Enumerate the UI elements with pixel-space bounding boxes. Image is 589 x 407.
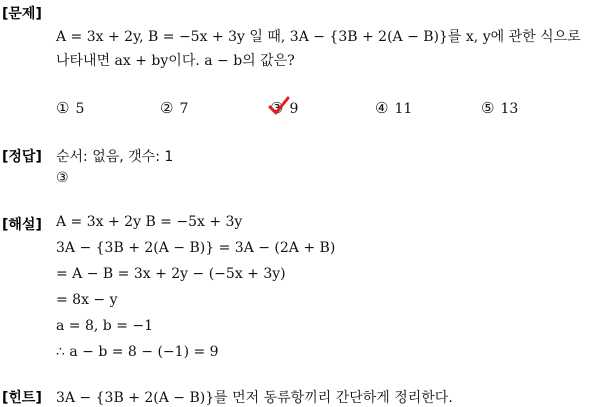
choice-1-value: 5: [75, 101, 85, 117]
solution-label: [해설]: [2, 217, 42, 233]
answer-line-1: 순서: 없음, 갯수: 1: [56, 149, 174, 165]
choice-4[interactable]: [375, 99, 412, 117]
solution-line-1: A = 3x + 2y B = −5x + 3y: [56, 214, 243, 230]
choice-2[interactable]: [160, 99, 188, 117]
solution-line-2: 3A − {3B + 2(A − B)} = 3A − (2A + B): [56, 240, 336, 256]
solution-line-5: a = 8, b = −1: [56, 318, 154, 334]
hint-text: 3A − {3B + 2(A − B)}를 먼저 동류항끼리 간단하게 정리한다.: [56, 390, 453, 406]
answer-label: [정답]: [2, 149, 42, 165]
choice-5[interactable]: [481, 99, 518, 117]
problem-line-1: A = 3x + 2y, B = −5x + 3y 일 때, 3A − {3B + 2(A − B)}를 x, y에 관한 식으로: [56, 29, 581, 45]
solution-line-4: = 8x − y: [56, 292, 118, 308]
choice-2-mark: ②: [160, 99, 174, 117]
solution-line-6: ∴ a − b = 8 − (−1) = 9: [56, 344, 219, 360]
choice-4-value: 11: [394, 101, 413, 117]
solution-line-3: = A − B = 3x + 2y − (−5x + 3y): [56, 266, 286, 282]
choice-2-value: 7: [179, 101, 189, 117]
choice-3-mark: ③: [270, 99, 284, 117]
answer-line-2: ③: [56, 170, 69, 186]
choice-5-value: 13: [500, 101, 519, 117]
check-mark-icon: [268, 96, 290, 116]
problem-line-2: 나타내면 ax + by이다. a − b의 값은?: [56, 53, 295, 69]
hint-label: [힌트]: [2, 390, 42, 406]
choice-3-value: 9: [289, 101, 299, 117]
problem-label: [문제]: [2, 6, 42, 22]
choice-1[interactable]: [56, 99, 84, 117]
choice-4-mark: ④: [375, 99, 389, 117]
choice-5-mark: ⑤: [481, 99, 495, 117]
choice-1-mark: ①: [56, 99, 70, 117]
